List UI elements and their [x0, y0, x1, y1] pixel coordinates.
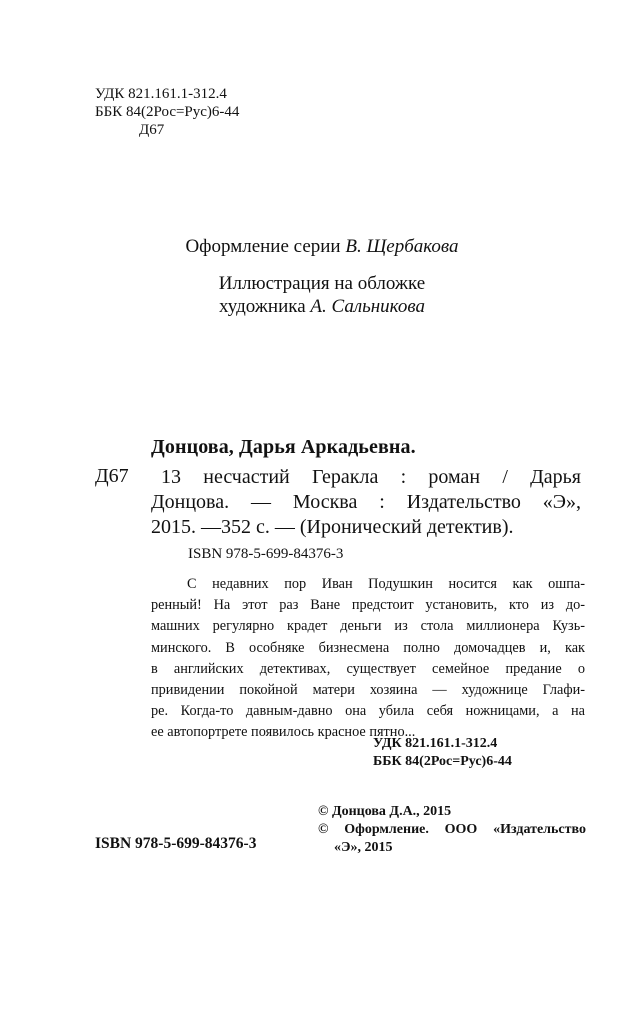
- annotation-line: привидении покойной матери хозяина — художнице Глафи-: [151, 682, 585, 699]
- annotation-text: [151, 574, 585, 744]
- footer-bbk: ББК 84(2Рос=Рус)6-44: [373, 754, 512, 769]
- description-line: Донцова. — Москва : Издательство «Э»,: [151, 491, 581, 513]
- annotation-line: ре. Когда-то давным-давно она убила себя ножницами, а на: [151, 703, 585, 720]
- series-design-credit: [0, 236, 644, 258]
- cover-artist: А. Сальникова: [310, 296, 425, 317]
- footer-isbn: ISBN 978-5-699-84376-3: [95, 835, 257, 852]
- copyright-block: [318, 803, 586, 857]
- copyright-author: © Донцова Д.А., 2015: [318, 804, 452, 819]
- udk-code: УДК 821.161.1-312.4: [95, 86, 227, 102]
- annotation-line: в английских детективах, существует семейное предание о: [151, 660, 585, 677]
- annotation-line: ренный! На этот раз Ване предстоит установить, кто из до-: [151, 597, 585, 614]
- description-line: 13 несчастий Геракла : роман / Дарья: [161, 466, 581, 488]
- classification-block: [95, 85, 239, 139]
- bib-author-mark: Д67: [95, 465, 129, 487]
- footer-classification: [373, 735, 512, 771]
- annotation-line: С недавних пор Иван Подушкин носится как ошпа-: [187, 576, 585, 592]
- copyright-design-continued: «Э», 2015: [334, 840, 393, 855]
- annotation-line: машних регулярно крадет деньги из стола миллионера Кузь-: [151, 618, 585, 635]
- description-line: 2015. —352 с. — (Иронический детектив).: [151, 516, 514, 538]
- bbk-code: ББК 84(2Рос=Рус)6-44: [95, 104, 240, 120]
- cover-illustration-label: Иллюстрация на обложке: [218, 273, 426, 294]
- author-name: Донцова, Дарья Аркадьевна.: [151, 436, 416, 458]
- annotation-line: ее автопортрете появилось красное пятно...: [151, 724, 416, 741]
- copyright-design: © Оформление. ООО «Издательство: [318, 822, 586, 837]
- cover-artist-credit: [0, 296, 644, 318]
- series-design-label: Оформление серии: [185, 236, 341, 257]
- author-mark: Д67: [139, 122, 165, 138]
- bibliographic-description: [151, 465, 581, 540]
- footer-udk: УДК 821.161.1-312.4: [373, 736, 498, 751]
- annotation-line: минского. В особняке бизнесмена полно домочадцев и, как: [151, 639, 585, 656]
- isbn-record: ISBN 978-5-699-84376-3: [188, 546, 344, 562]
- series-designer: В. Щербакова: [345, 236, 459, 257]
- cover-artist-prefix: художника: [219, 296, 306, 317]
